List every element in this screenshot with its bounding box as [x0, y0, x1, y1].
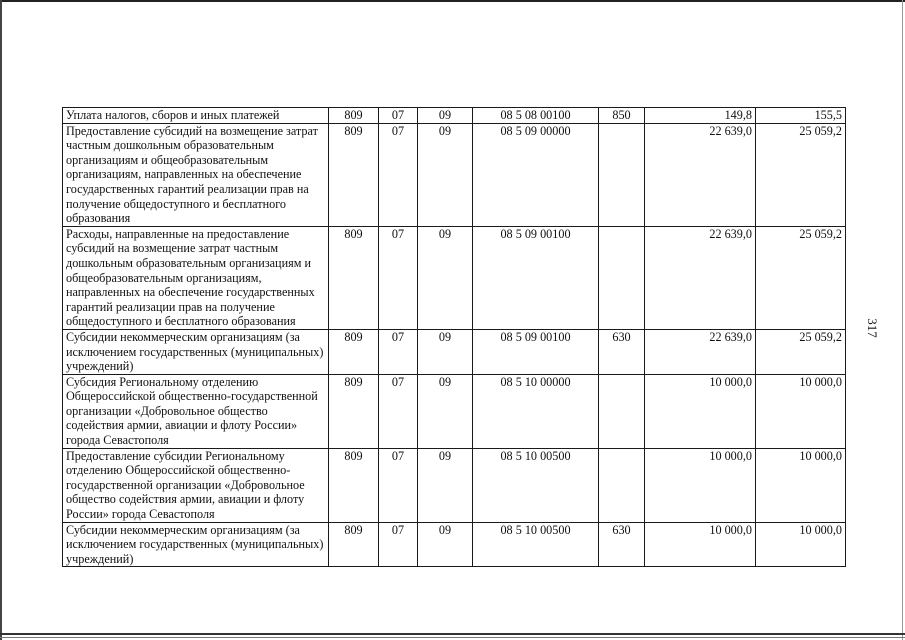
cell-section: 07 [379, 448, 418, 522]
cell-name: Субсидия Региональному отделению Общероссийской общественно-государственной организации «Добровольное общество содействия армии, авиации и флоту России» города Севастополя [63, 374, 329, 448]
table-row [63, 522, 846, 567]
cell-expense-type: 850 [599, 108, 645, 124]
cell-target-article: 08 5 09 00100 [473, 329, 599, 374]
scan-border-bottom [0, 633, 905, 635]
cell-sum-year-2: 10 000,0 [756, 374, 846, 448]
table-body [63, 108, 846, 567]
cell-sum-year-2: 25 059,2 [756, 329, 846, 374]
scan-border-top [0, 0, 905, 2]
cell-sum-year-1: 10 000,0 [645, 374, 756, 448]
table-row [63, 226, 846, 329]
cell-grbs: 809 [329, 329, 379, 374]
cell-sum-year-1: 22 639,0 [645, 226, 756, 329]
cell-subsection: 09 [418, 522, 473, 567]
cell-subsection: 09 [418, 329, 473, 374]
cell-expense-type [599, 448, 645, 522]
cell-sum-year-1: 149,8 [645, 108, 756, 124]
scan-border-bottom-secondary [0, 637, 905, 638]
cell-name: Предоставление субсидий на возмещение затрат частным дошкольным образовательным организациям и общеобразовательным организациям, направленных на обеспечение государственных гарантий реализации прав на получение общедоступного и бесплатного образования [63, 123, 329, 226]
cell-sum-year-2: 155,5 [756, 108, 846, 124]
cell-subsection: 09 [418, 448, 473, 522]
cell-section: 07 [379, 374, 418, 448]
page-number: 317 [864, 318, 880, 338]
cell-expense-type: 630 [599, 522, 645, 567]
cell-section: 07 [379, 226, 418, 329]
table-row [63, 123, 846, 226]
cell-section: 07 [379, 123, 418, 226]
cell-section: 07 [379, 522, 418, 567]
cell-target-article: 08 5 10 00500 [473, 448, 599, 522]
cell-target-article: 08 5 10 00000 [473, 374, 599, 448]
scan-border-right [902, 0, 903, 640]
cell-sum-year-2: 25 059,2 [756, 226, 846, 329]
cell-subsection: 09 [418, 123, 473, 226]
cell-target-article: 08 5 10 00500 [473, 522, 599, 567]
cell-section: 07 [379, 329, 418, 374]
cell-target-article: 08 5 09 00000 [473, 123, 599, 226]
table-row [63, 329, 846, 374]
cell-name: Предоставление субсидии Региональному отделению Общероссийской общественно-государственной организации «Добровольное общество содействия армии, авиации и флоту России» города Севастополя [63, 448, 329, 522]
table-row [63, 374, 846, 448]
cell-expense-type [599, 123, 645, 226]
cell-target-article: 08 5 09 00100 [473, 226, 599, 329]
cell-sum-year-2: 10 000,0 [756, 448, 846, 522]
cell-grbs: 809 [329, 123, 379, 226]
cell-section: 07 [379, 108, 418, 124]
cell-grbs: 809 [329, 108, 379, 124]
cell-sum-year-2: 10 000,0 [756, 522, 846, 567]
cell-sum-year-1: 10 000,0 [645, 448, 756, 522]
cell-grbs: 809 [329, 522, 379, 567]
cell-sum-year-1: 22 639,0 [645, 123, 756, 226]
cell-name: Субсидии некоммерческим организациям (за исключением государственных (муниципальных) учреждений) [63, 329, 329, 374]
cell-grbs: 809 [329, 374, 379, 448]
cell-grbs: 809 [329, 448, 379, 522]
table-row [63, 448, 846, 522]
cell-name: Уплата налогов, сборов и иных платежей [63, 108, 329, 124]
cell-name: Субсидии некоммерческим организациям (за исключением государственных (муниципальных) учреждений) [63, 522, 329, 567]
cell-expense-type [599, 226, 645, 329]
cell-sum-year-2: 25 059,2 [756, 123, 846, 226]
cell-sum-year-1: 10 000,0 [645, 522, 756, 567]
cell-expense-type: 630 [599, 329, 645, 374]
budget-table [62, 107, 846, 567]
cell-subsection: 09 [418, 226, 473, 329]
scan-border-left [0, 0, 2, 640]
cell-target-article: 08 5 08 00100 [473, 108, 599, 124]
cell-subsection: 09 [418, 108, 473, 124]
table-row [63, 108, 846, 124]
cell-name: Расходы, направленные на предоставление субсидий на возмещение затрат частным дошкольным образовательным организациям и общеобразовательным организациям, направленных на обеспечение государственных гарантий реализации прав на получение общедоступного и бесплатного образования [63, 226, 329, 329]
cell-subsection: 09 [418, 374, 473, 448]
cell-expense-type [599, 374, 645, 448]
cell-sum-year-1: 22 639,0 [645, 329, 756, 374]
cell-grbs: 809 [329, 226, 379, 329]
